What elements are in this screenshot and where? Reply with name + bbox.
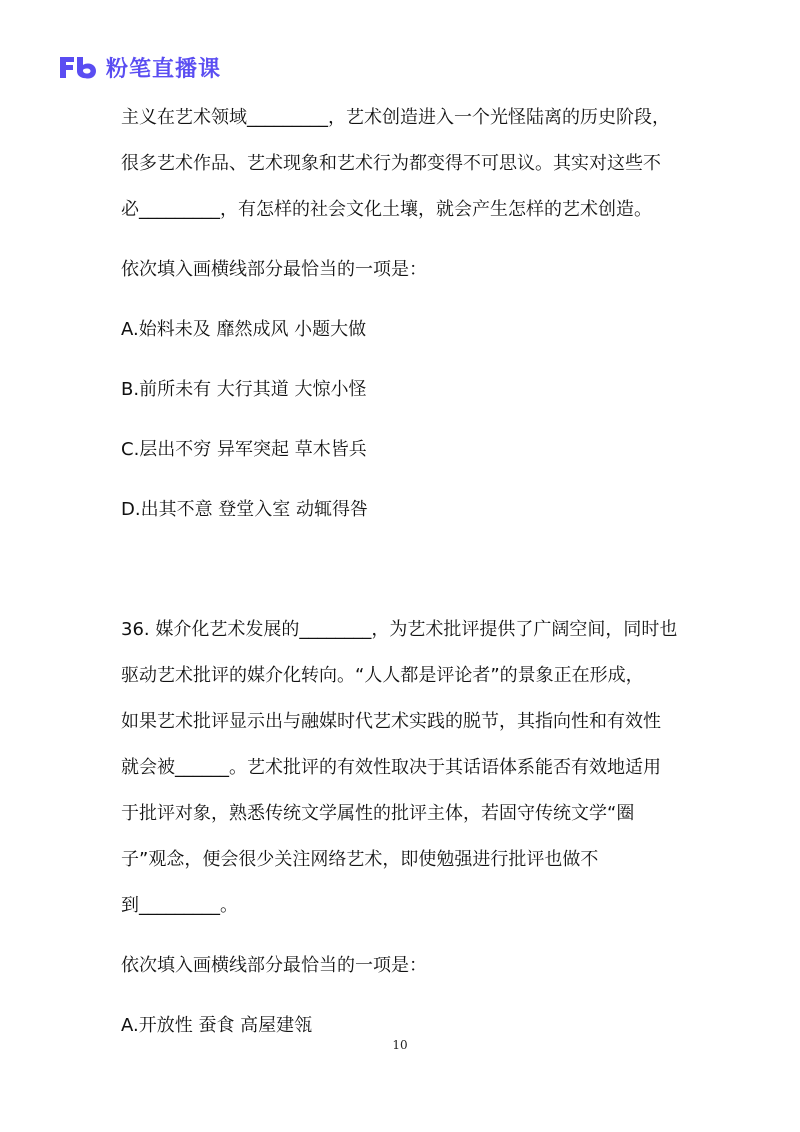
document-body	[121, 102, 721, 1042]
q36-passage-line: 驱动艺术批评的媒介化转向。“人人都是评论者”的景象正在形成，	[121, 665, 644, 686]
q36-prompt: 依次填入画横线部分最恰当的一项是：	[121, 955, 427, 976]
q35-passage-line: 必_________，有怎样的社会文化土壤，就会产生怎样的艺术创造。	[121, 199, 652, 220]
brand-header	[56, 52, 221, 82]
q36-passage-line: 子”观念，便会很少关注网络艺术，即使勉强进行批评也做不	[121, 849, 599, 870]
page-number: 10	[392, 1038, 408, 1052]
q35-option-d: D.出其不意 登堂入室 动辄得咎	[121, 499, 369, 520]
q36-passage-line: 到_________。	[121, 895, 238, 916]
q36-option-a: A.开放性 蚕食 高屋建瓴	[121, 1015, 313, 1036]
q35-passage-line: 很多艺术作品、艺术现象和艺术行为都变得不可思议。其实对这些不	[121, 153, 661, 174]
fenbi-logo-icon	[56, 53, 98, 81]
q35-prompt: 依次填入画横线部分最恰当的一项是：	[121, 259, 427, 280]
q36-passage-line: 就会被______。艺术批评的有效性取决于其话语体系能否有效地适用	[121, 757, 661, 778]
brand-name: 粉笔直播课	[106, 56, 222, 82]
q35-option-b: B.前所未有 大行其道 大惊小怪	[121, 379, 367, 400]
q35-option-a: A.始料未及 靡然成风 小题大做	[121, 319, 367, 340]
q35-passage-line: 主义在艺术领域_________，艺术创造进入一个光怪陆离的历史阶段，	[121, 107, 670, 128]
q36-passage-line: 36. 媒介化艺术发展的________，为艺术批评提供了广阔空间，同时也	[121, 619, 678, 640]
q36-passage-line: 于批评对象，熟悉传统文学属性的批评主体，若固守传统文学“圈	[121, 803, 635, 824]
q36-passage-line: 如果艺术批评显示出与融媒时代艺术实践的脱节，其指向性和有效性	[121, 711, 661, 732]
q35-option-c: C.层出不穷 异军突起 草木皆兵	[121, 439, 367, 460]
